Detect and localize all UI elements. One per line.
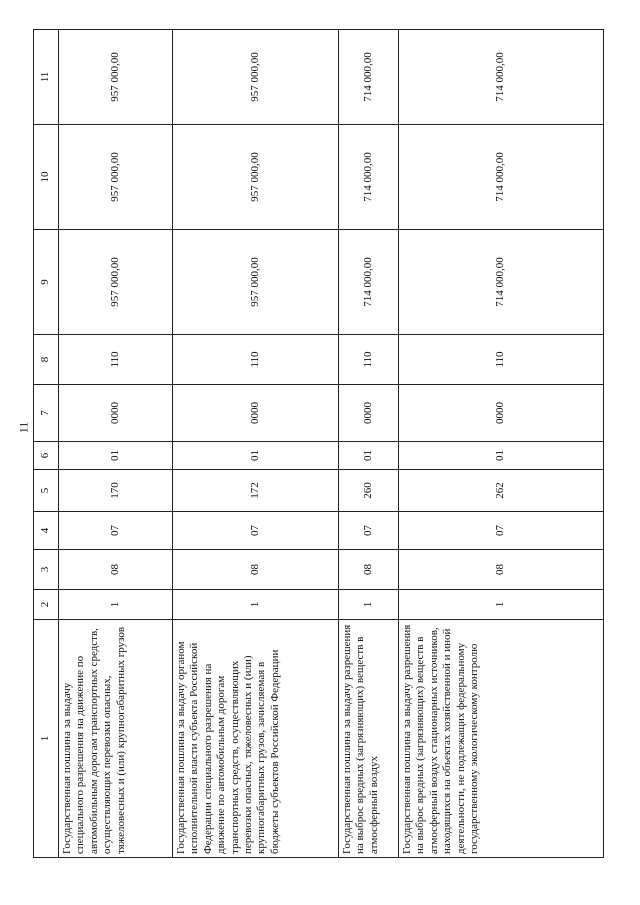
amount-cell: 714 000,00 — [399, 125, 604, 230]
amount-cell: 714 000,00 — [339, 30, 399, 125]
amount-cell: 714 000,00 — [399, 230, 604, 335]
header-cell: 2 — [34, 590, 59, 620]
table-row — [59, 30, 173, 858]
cell: 08 — [59, 550, 173, 590]
header-cell: 6 — [34, 442, 59, 470]
amount-cell: 714 000,00 — [339, 230, 399, 335]
header-cell: 5 — [34, 470, 59, 512]
amount-cell: 957 000,00 — [173, 125, 339, 230]
budget-table — [33, 29, 604, 858]
cell: 0000 — [399, 385, 604, 442]
cell: 01 — [59, 442, 173, 470]
cell: 07 — [59, 512, 173, 550]
cell: 07 — [399, 512, 604, 550]
cell: 01 — [173, 442, 339, 470]
table-row — [399, 30, 604, 858]
cell: 01 — [339, 442, 399, 470]
budget-table-rotated — [33, 30, 603, 858]
amount-cell: 714 000,00 — [399, 30, 604, 125]
cell: 260 — [339, 470, 399, 512]
cell: 262 — [399, 470, 604, 512]
cell: 08 — [339, 550, 399, 590]
amount-cell: 957 000,00 — [173, 230, 339, 335]
header-cell: 4 — [34, 512, 59, 550]
row-name: Государственная пошлина за выдачу разрешения на выброс вредных (загрязняющих) веществ в атмосферный воздух — [339, 620, 399, 858]
table-row — [339, 30, 399, 858]
amount-cell: 714 000,00 — [339, 125, 399, 230]
row-name: Государственная пошлина за выдачу специального разрешения на движение по автомобильным дорогам транспортных средств, осуществляющих перевозки опасных, тяжеловесных и (или) крупногабаритных грузов — [59, 620, 173, 858]
amount-cell: 957 000,00 — [59, 30, 173, 125]
cell: 172 — [173, 470, 339, 512]
cell: 1 — [59, 590, 173, 620]
header-cell: 3 — [34, 550, 59, 590]
header-cell: 7 — [34, 385, 59, 442]
cell: 110 — [59, 335, 173, 385]
amount-cell: 957 000,00 — [59, 125, 173, 230]
cell: 170 — [59, 470, 173, 512]
header-cell: 8 — [34, 335, 59, 385]
page-number: 11 — [16, 421, 31, 434]
header-cell: 10 — [34, 125, 59, 230]
header-cell: 1 — [34, 620, 59, 858]
cell: 08 — [173, 550, 339, 590]
cell: 07 — [339, 512, 399, 550]
cell: 0000 — [173, 385, 339, 442]
header-cell: 9 — [34, 230, 59, 335]
row-name: Государственная пошлина за выдачу органом исполнительной власти субъекта Российской Федерации специального разрешения на движение по автомобильным дорогам транспортных средств, осуществляющих перевозки опасных, тяжеловесных и (или) крупногабаритных грузов, зачисляемая в бюджеты субъектов Российской Федерации — [173, 620, 339, 858]
cell: 01 — [399, 442, 604, 470]
cell: 1 — [339, 590, 399, 620]
cell: 1 — [173, 590, 339, 620]
amount-cell: 957 000,00 — [173, 30, 339, 125]
cell: 110 — [173, 335, 339, 385]
cell: 0000 — [59, 385, 173, 442]
header-row — [34, 30, 59, 858]
cell: 07 — [173, 512, 339, 550]
amount-cell: 957 000,00 — [59, 230, 173, 335]
cell: 08 — [399, 550, 604, 590]
cell: 0000 — [339, 385, 399, 442]
header-cell: 11 — [34, 30, 59, 125]
table-row — [173, 30, 339, 858]
row-name: Государственная пошлина за выдачу разрешения на выброс вредных (загрязняющих) веществ в атмосферный воздух стационарных источников, находящихся на объектах хозяйственной и иной деятельности, не подлежащих федеральному государственному экологическому контролю — [399, 620, 604, 858]
cell: 110 — [339, 335, 399, 385]
cell: 1 — [399, 590, 604, 620]
cell: 110 — [399, 335, 604, 385]
